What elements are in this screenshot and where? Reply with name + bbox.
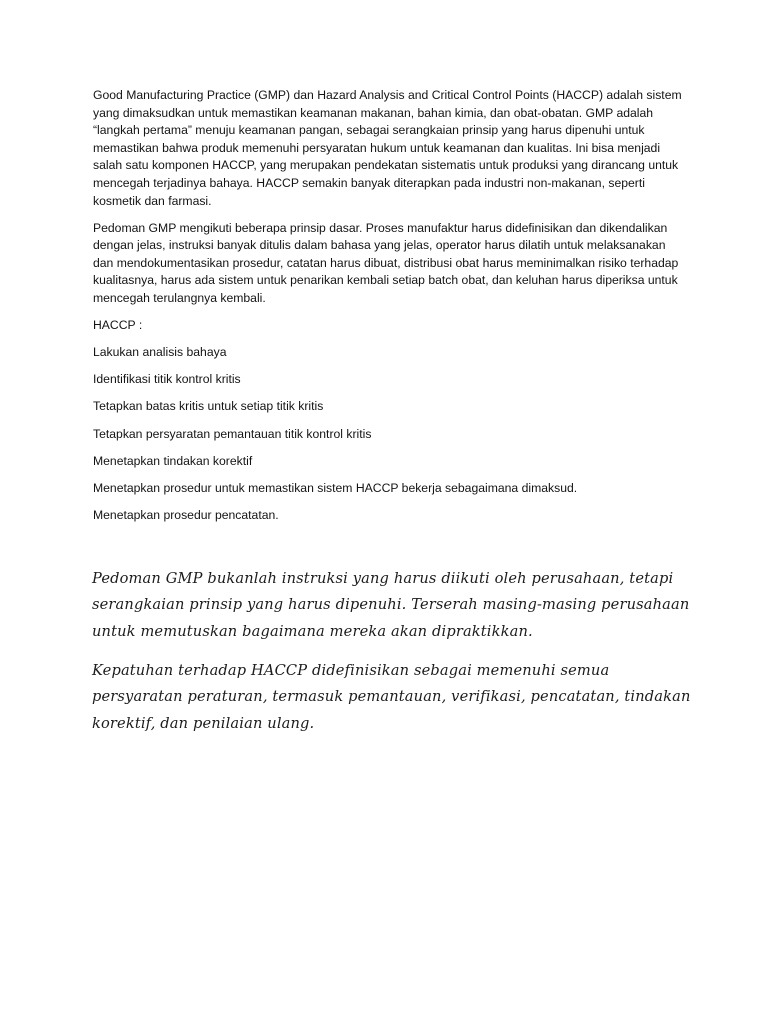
haccp-step: Tetapkan persyaratan pemantauan titik kontrol kritis xyxy=(93,426,372,441)
haccp-heading: HACCP : xyxy=(93,318,143,333)
haccp-step: Lakukan analisis bahaya xyxy=(93,345,227,360)
typed-text-block xyxy=(93,87,683,534)
haccp-step: Tetapkan batas kritis untuk setiap titik kritis xyxy=(93,399,324,414)
gmp-principles-paragraph: Pedoman GMP mengikuti beberapa prinsip dasar. Proses manufaktur harus didefinisikan dan dikendalikan dengan jelas, instruksi banyak ditulis dalam bahasa yang jelas, operator harus dilatih untuk melaksanakan dan mendokumentasikan prosedur, catatan harus dibuat, distribusi obat harus meminimalkan risiko terhadap kualitasnya, harus ada sistem untuk penarikan kembali setiap batch obat, dan keluhan harus diperiksa untuk mencegah terulangnya kembali. xyxy=(93,220,679,306)
handwritten-note-text: Kepatuhan terhadap HACCP didefinisikan sebagai memenuhi semua persyaratan peraturan, termasuk pemantauan, verifikasi, pencatatan, tindakan korektif, dan penilaian ulang. xyxy=(92,662,691,732)
intro-paragraph: Good Manufacturing Practice (GMP) dan Hazard Analysis and Critical Control Points (HACCP) adalah sistem yang dimaksudkan untuk memastikan keamanan makanan, bahan kimia, dan obat-obatan. GMP adalah “langkah pertama” menuju keamanan pangan, sebagai serangkaian prinsip yang harus dipenuhi untuk memastikan bahwa produk memenuhi persyaratan hukum untuk keamanan dan kualitas. Ini bisa menjadi salah satu komponen HACCP, yang merupakan pendekatan sistematis untuk produksi yang dirancang untuk mencegah terjadinya bahaya. HACCP semakin banyak diterapkan pada industri non-makanan, seperti kosmetik dan farmasi. xyxy=(93,88,682,208)
haccp-step: Menetapkan tindakan korektif xyxy=(93,453,253,468)
handwritten-note-gmp xyxy=(92,566,692,645)
haccp-step: Menetapkan prosedur untuk memastikan sistem HACCP bekerja sebagaimana dimaksud. xyxy=(93,480,578,495)
haccp-step: Menetapkan prosedur pencatatan. xyxy=(93,507,279,522)
handwritten-note-haccp xyxy=(92,658,692,737)
handwritten-note-text: Pedoman GMP bukanlah instruksi yang harus diikuti oleh perusahaan, tetapi serangkaian prinsip yang harus dipenuhi. Terserah masing-masing perusahaan untuk memutuskan bagaimana mereka akan dipraktikkan. xyxy=(92,570,690,640)
haccp-step: Identifikasi titik kontrol kritis xyxy=(93,372,241,387)
